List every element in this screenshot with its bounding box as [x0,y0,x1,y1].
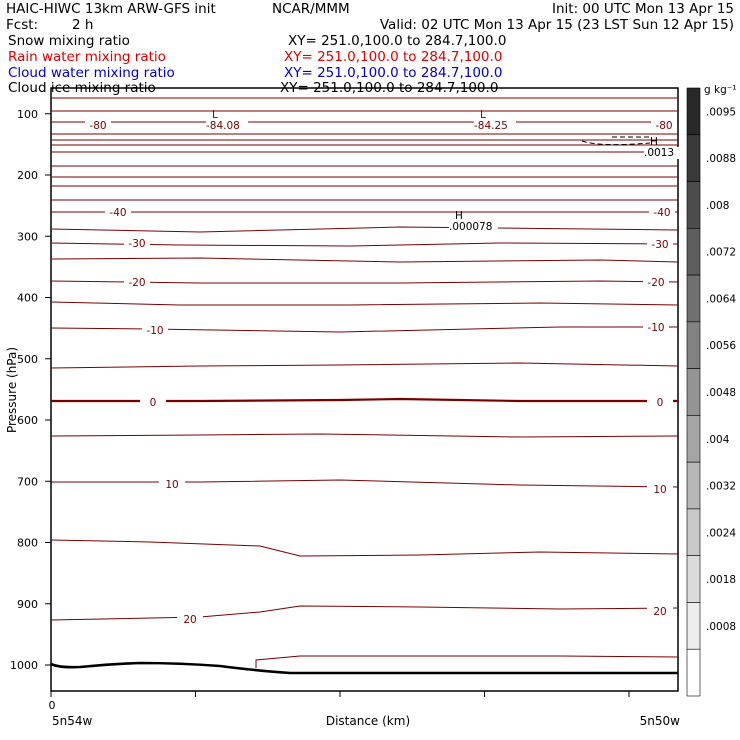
contour-label: 10 [165,479,179,491]
contour-label: -40 [109,207,127,219]
colorbar-tick-label: .0008 [706,620,737,633]
y-tick-label: 900 [17,597,38,611]
colorbar-swatch [687,322,700,369]
colorbar-swatch [687,649,700,696]
contour-label: 20 [653,606,667,618]
contour-label: -20 [647,277,665,289]
contour-label: 10 [653,484,667,496]
terrain [51,663,678,673]
y-tick-label: 400 [17,291,38,305]
extremum-mark: L [480,109,486,121]
title: HAIC-HIWC 13km ARW-GFS init [6,1,216,17]
colorbar-tick-label: .0072 [706,246,737,259]
init-time: Init: 00 UTC Mon 13 Apr 15 [552,1,734,17]
isotherm-line [51,363,678,368]
colorbar-swatch [687,228,700,275]
ice-contour-dashed [582,137,650,145]
contour-label: -20 [128,277,146,289]
x-axis-ticks [51,691,629,697]
colorbar-tick-label: .0048 [706,387,737,399]
x-axis-label: Distance (km) [325,714,411,728]
x-tick-zero: 0 [48,699,56,712]
extremum-value: .000078 [449,221,493,233]
isotherm-line [51,540,678,556]
extremum-mark: H [455,210,463,222]
contour-label: 20 [183,614,197,626]
extremum-value: .0013 [644,147,675,159]
contour-label: -30 [651,239,669,251]
colorbar-swatch [687,556,700,603]
colorbar-tick-label: .0088 [706,153,737,166]
isotherm-contours [51,98,678,668]
colorbar-swatch [687,275,700,322]
colorbar-swatch [687,182,700,229]
colorbar-tick-label: .0056 [706,340,737,353]
isotherm-line [51,480,678,487]
colorbar-swatch [687,462,700,509]
y-axis-label: Pressure (hPa) [5,346,19,434]
extremum-value: -84.08 [206,120,240,132]
field-name-cloud-water: Cloud water mixing ratio [8,65,175,81]
field-legend [8,33,506,96]
y-tick-label: 200 [17,169,38,182]
colorbar-tick-label: .008 [706,199,730,212]
field-name-rain: Rain water mixing ratio [8,49,166,65]
colorbar-swatch [687,509,700,556]
contour-labels [85,118,677,626]
isotherm-line [51,606,678,620]
field-xy-rain: XY= 251.0,100.0 to 284.7,100.0 [284,49,503,65]
contour-label: 0 [149,397,157,409]
y-tick-label: 1000 [10,659,38,672]
field-xy-snow: XY= 251.0,100.0 to 284.7,100.0 [288,33,507,49]
isotherm-line [51,434,678,437]
colorbar-tick-label: .0024 [706,527,737,540]
fcst-value: 2 h [72,17,94,33]
plot-frame [51,88,678,691]
colorbar-swatch [687,602,700,649]
terrain-line [51,663,678,673]
isotherm-line [256,656,678,668]
contour-label: -10 [146,325,164,337]
colorbar-tick-label: .0064 [706,293,737,306]
field-xy-cloud-water: XY= 251.0,100.0 to 284.7,100.0 [284,65,503,81]
isotherm-line [51,302,678,305]
y-tick-label: 100 [17,107,38,121]
y-tick-label: 800 [17,536,38,550]
colorbar-tick-label: .0018 [706,574,737,587]
colorbar-swatch [687,88,700,135]
x-left-location: 5n54w [52,714,93,728]
contour-label: 0 [656,397,664,409]
field-xy-cloud-ice: XY= 251.0,100.0 to 284.7,100.0 [280,80,499,96]
colorbar-swatch [687,369,700,416]
fcst-label: Fcst: [6,17,39,33]
extrema-markers [206,109,679,233]
header [6,1,734,33]
colorbar-swatch [687,415,700,462]
org-label: NCAR/MMM [272,1,350,17]
colorbar [687,88,736,696]
colorbar-swatch [687,135,700,182]
isotherm-line [51,227,678,232]
extremum-value: -84.25 [474,120,508,132]
y-tick-label: 600 [17,414,38,427]
contour-label: -40 [653,207,671,219]
field-name-cloud-ice: Cloud ice mixing ratio [8,80,156,96]
isotherm-line [51,258,678,262]
contour-label: -80 [89,120,107,132]
colorbar-unit: g kg⁻¹ [704,84,737,96]
valid-time: Valid: 02 UTC Mon 13 Apr 15 (23 LST Sun 12 Apr 15) [379,17,734,33]
y-tick-label: 700 [17,475,38,489]
x-right-location: 5n50w [639,714,680,728]
colorbar-tick-label: .004 [706,433,730,446]
contour-label: -30 [128,238,146,250]
colorbar-tick-label: .0095 [706,106,737,119]
colorbar-tick-label: .0032 [706,480,737,493]
field-name-snow: Snow mixing ratio [8,33,130,49]
extremum-mark: L [212,109,218,121]
contour-label: -80 [655,120,673,132]
y-tick-label: 300 [17,230,38,244]
extremum-mark: H [650,136,658,148]
contour-label: -10 [647,322,665,334]
y-tick-label: 500 [17,352,38,366]
